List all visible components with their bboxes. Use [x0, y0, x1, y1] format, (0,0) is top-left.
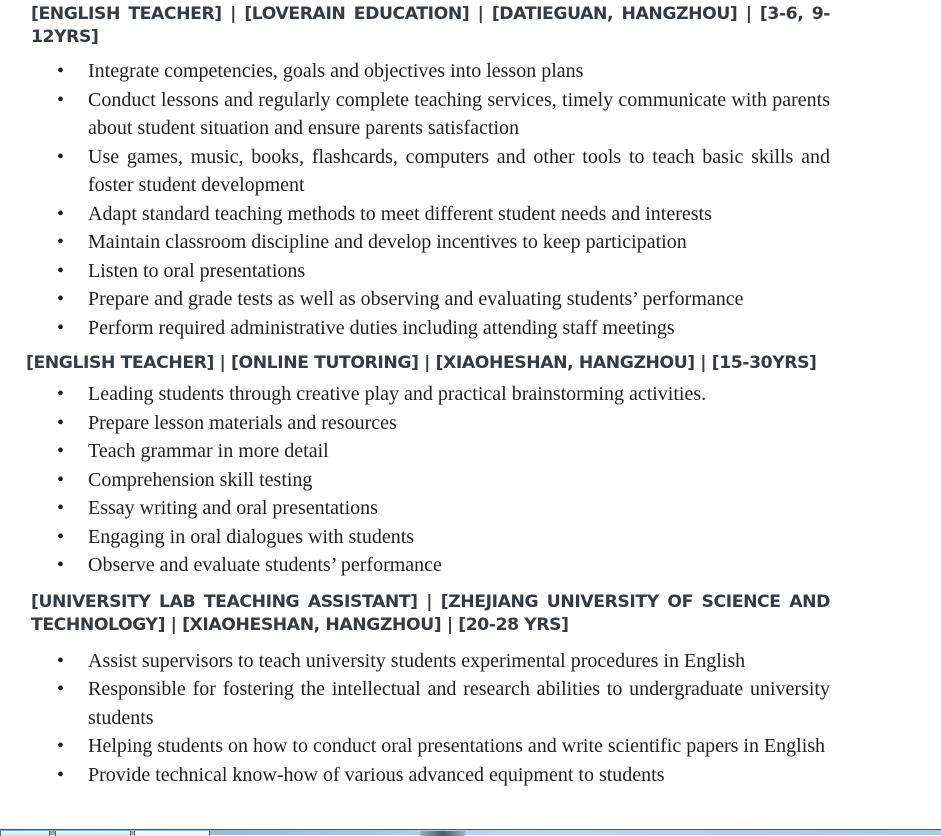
- list-item-text: Essay writing and oral presentations: [88, 497, 378, 519]
- taskbar-app-icon[interactable]: [420, 831, 465, 836]
- bullet-icon: •: [57, 202, 65, 225]
- list-item-text: Maintain classroom discipline and develop incentives to keep participation: [88, 231, 687, 253]
- list-item-text: Teach grammar in more detail: [88, 440, 329, 462]
- list-item-text: Prepare lesson materials and resources: [88, 411, 397, 434]
- list-item: [26, 257, 830, 286]
- list-item: [26, 228, 830, 257]
- bullet-icon: •: [57, 231, 65, 253]
- list-item-text: Integrate competencies, goals and objectives into lesson plans: [88, 60, 584, 82]
- bullet-icon: •: [57, 316, 65, 339]
- bullet-icon: •: [57, 288, 65, 310]
- job-entry-university-lab: [26, 591, 830, 790]
- list-item: [26, 732, 830, 761]
- bullet-icon: •: [57, 649, 65, 672]
- job-entry-online-tutoring: [26, 352, 830, 580]
- list-item-text: Use games, music, books, flashcards, computers and other tools to teach basic skills and foster student development: [88, 145, 830, 196]
- bullet-icon: •: [57, 525, 65, 548]
- list-item: [26, 761, 830, 790]
- bullet-icon: •: [57, 763, 65, 786]
- list-item: [26, 494, 830, 523]
- bullet-icon: •: [57, 145, 65, 168]
- job-heading: [UNIVERSITY LAB TEACHING ASSISTANT] | [ZHEJIANG UNIVERSITY OF SCIENCE AND TECHNOLOGY] | [XIAOHESHAN, HANGZHOU] | [20-28 YRS]: [31, 591, 830, 635]
- list-item-text: Conduct lessons and regularly complete teaching services, timely communicate with parents about student situation and ensure parents satisfaction: [88, 88, 830, 139]
- list-item-text: Adapt standard teaching methods to meet different student needs and interests: [88, 202, 712, 225]
- list-item-text: Assist supervisors to teach university students experimental procedures in English: [88, 649, 746, 672]
- list-item: [26, 285, 830, 314]
- list-item: [26, 523, 830, 552]
- job-heading: [ENGLISH TEACHER] | [ONLINE TUTORING] | [XIAOHESHAN, HANGZHOU] | [15-30YRS]: [26, 353, 817, 373]
- taskbar-button[interactable]: [55, 831, 131, 836]
- bullet-icon: •: [57, 678, 65, 700]
- list-item-text: Prepare and grade tests as well as observing and evaluating students’ performance: [88, 288, 744, 310]
- list-item: [26, 380, 830, 409]
- bullet-icon: •: [57, 440, 65, 462]
- list-item: [26, 437, 830, 466]
- list-item: [26, 57, 830, 86]
- duties-list: [26, 647, 830, 790]
- job-heading: [ENGLISH TEACHER] | [LOVERAIN EDUCATION] | [DATIEGUAN, HANGZHOU] | [3-6, 9-12YRS]: [31, 4, 830, 47]
- list-item: [26, 551, 830, 580]
- duties-list: [26, 380, 830, 580]
- list-item: [26, 409, 830, 438]
- duties-list: [26, 57, 830, 342]
- bullet-icon: •: [57, 554, 65, 576]
- bullet-icon: •: [57, 735, 65, 757]
- list-item-text: Perform required administrative duties including attending staff meetings: [88, 316, 675, 339]
- list-item-text: Responsible for fostering the intellectual and research abilities to undergraduate university students: [88, 678, 830, 729]
- resume-experience-section: [26, 3, 830, 789]
- list-item: [26, 647, 830, 676]
- bullet-icon: •: [57, 497, 65, 519]
- bullet-icon: •: [57, 259, 65, 282]
- list-item-text: Provide technical know-how of various advanced equipment to students: [88, 763, 665, 786]
- list-item-text: Comprehension skill testing: [88, 468, 313, 491]
- bullet-icon: •: [57, 383, 65, 405]
- bullet-icon: •: [57, 468, 65, 491]
- list-item: [26, 86, 830, 143]
- job-entry-loverain: [26, 3, 830, 342]
- list-item: [26, 466, 830, 495]
- bullet-icon: •: [57, 60, 65, 82]
- list-item-text: Observe and evaluate students’ performance: [88, 554, 442, 576]
- bullet-icon: •: [57, 88, 65, 111]
- list-item-text: Engaging in oral dialogues with students: [88, 525, 415, 548]
- taskbar-button-active[interactable]: [134, 831, 210, 836]
- list-item-text: Helping students on how to conduct oral presentations and write scientific papers in English: [88, 735, 826, 757]
- list-item: [26, 200, 830, 229]
- list-item: [26, 143, 830, 200]
- bullet-icon: •: [57, 411, 65, 434]
- list-item: [26, 314, 830, 343]
- taskbar: [0, 829, 941, 835]
- list-item-text: Listen to oral presentations: [88, 259, 306, 282]
- taskbar-button[interactable]: [0, 831, 50, 836]
- list-item: [26, 675, 830, 732]
- list-item-text: Leading students through creative play and practical brainstorming activities.: [88, 383, 707, 405]
